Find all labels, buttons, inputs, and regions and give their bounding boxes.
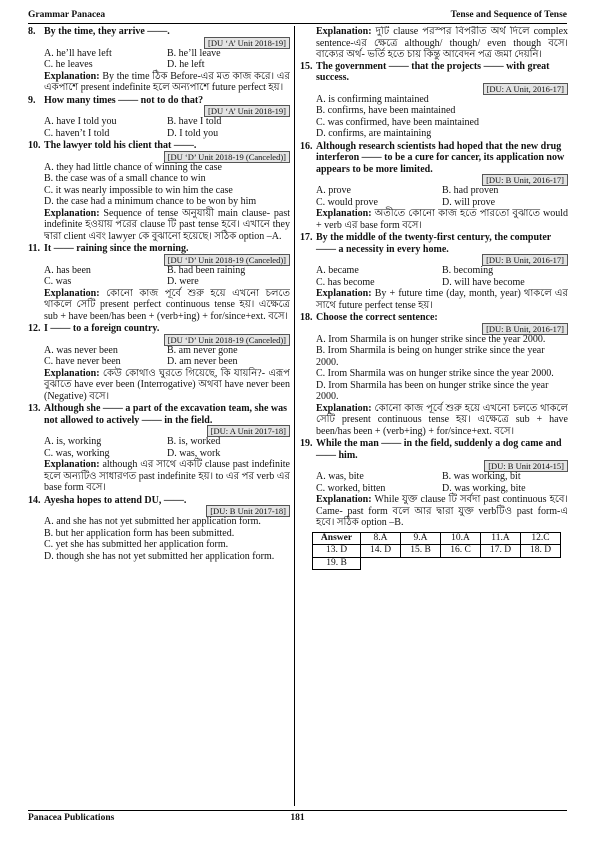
source-tag-label: [DU: B Unit, 2016-17] xyxy=(482,254,568,266)
source-tag xyxy=(28,426,290,436)
question xyxy=(300,61,568,140)
explanation xyxy=(28,459,290,494)
option: A. and she has not yet submitted her application form. xyxy=(44,516,261,527)
source-tag-label: [DU: B Unit 2014-15] xyxy=(484,460,568,472)
source-tag xyxy=(28,335,290,345)
explanation-text: অতীতে কোনো কাজ হতে পারতো বুঝাতে would + verb এর base form বসে। xyxy=(316,208,568,231)
source-tag xyxy=(300,324,568,334)
question-text: The government —— that the projects —— with great success. xyxy=(316,60,550,83)
options xyxy=(28,265,290,288)
question xyxy=(300,232,568,311)
explanation-label: Explanation: xyxy=(44,287,100,299)
explanation xyxy=(28,288,290,323)
options xyxy=(300,185,568,208)
option: D. Irom Sharmila has been on hunger strike since the year 2000. xyxy=(316,379,549,402)
option: B. but her application form has been submitted. xyxy=(44,527,235,539)
options xyxy=(28,48,290,71)
explanation-label: Explanation: xyxy=(316,402,372,414)
question-text: While the man —— in the field, suddenly a dog came and —— him. xyxy=(316,438,562,461)
explanation-text: কেউ কোথাও ঘুরতে গিয়েছে, কি যায়নি?- এরূপ বুঝাতে have ever been (Interrogative) অথবা have never been (Negative) বসে। xyxy=(44,367,290,402)
options xyxy=(28,436,290,459)
option: A. he’ll have left xyxy=(44,47,112,59)
answer-row xyxy=(313,557,561,570)
question-header xyxy=(28,323,290,335)
page-header xyxy=(28,10,567,24)
publisher: Panacea Publications xyxy=(28,813,115,823)
option: B. the case was of a small chance to win xyxy=(44,173,206,184)
answer-cell: 10.A xyxy=(441,532,481,545)
option: C. would prove xyxy=(316,196,378,208)
question xyxy=(300,312,568,437)
answer-cell: 17. D xyxy=(481,545,521,558)
source-tag xyxy=(28,106,290,116)
left-column xyxy=(28,26,290,806)
answer-cell: 19. B xyxy=(313,557,361,570)
question-number: 13. xyxy=(28,403,41,414)
question-header xyxy=(300,61,568,84)
source-tag xyxy=(28,506,290,516)
question-header xyxy=(300,438,568,461)
explanation-text: By + future time (day, month, year) থাকলে এর সাথে future perfect tense হয়। xyxy=(316,288,568,311)
question-header xyxy=(300,141,568,176)
source-tag-label: [DU: B Unit 2017-18] xyxy=(206,505,290,517)
option: C. has become xyxy=(316,276,375,288)
explanation-text: কোনো কাজ পূর্বে শুরু হয়ে এখনো চলতে থাকলে সেটি present continuous tense হয়। এক্ষেত্রে sub + have been/has been + (verb+ing) + for/since+ext. বসে। xyxy=(316,402,568,437)
explanation xyxy=(28,208,290,243)
source-tag xyxy=(28,152,290,162)
options xyxy=(28,116,290,139)
option: C. worked, bitten xyxy=(316,482,386,494)
source-tag-label: [DU ‘D’ Unit 2018-19 (Canceled)] xyxy=(164,151,290,163)
option: C. was, working xyxy=(44,447,110,459)
option: D. though she has not yet submitted her application form. xyxy=(44,550,275,562)
question-number: 16. xyxy=(300,140,313,152)
question-text: Choose the correct sentence: xyxy=(316,312,438,323)
answer-cell: 18. D xyxy=(521,545,561,558)
options xyxy=(300,471,568,494)
source-tag xyxy=(28,38,290,48)
answer-table xyxy=(312,532,561,571)
q14-explanation: Explanation: দুটি clause পরস্পর বিপরীত অর্থ দিলে complex sentence-এর ক্ষেত্রে although/ though/ even though বসে। বাক্যের অর্থ- ভর্তি হতে চায় কিন্তু আবেদন পত্র জমা দেয়নি। xyxy=(316,26,568,60)
page-footer xyxy=(28,810,567,824)
question-number: 12. xyxy=(28,323,41,334)
explanation xyxy=(300,494,568,529)
option: C. it was nearly impossible to win him the case xyxy=(44,184,233,196)
answer-row xyxy=(313,545,561,558)
option: A. have I told you xyxy=(44,116,117,127)
question xyxy=(28,495,290,563)
question-header xyxy=(28,26,290,38)
option: B. Irom Sharmila is being on hunger strike since the year 2000. xyxy=(316,345,545,368)
option: B. becoming xyxy=(442,265,494,276)
chapter-title: Tense and Sequence of Tense xyxy=(450,10,567,20)
explanation-label: Explanation: xyxy=(44,459,100,470)
option: A. has been xyxy=(44,264,91,276)
options xyxy=(28,345,290,368)
option: B. he’ll leave xyxy=(167,47,221,59)
question xyxy=(28,26,290,94)
option: B. had been raining xyxy=(167,264,246,276)
option: C. was confirmed, have been maintained xyxy=(316,116,479,128)
option: B. was working, bit xyxy=(442,471,521,482)
question-text: By the middle of the twenty-first century, the computer —— a necessity in every home. xyxy=(316,232,552,255)
explanation-label: Explanation: xyxy=(316,494,372,505)
source-tag xyxy=(28,255,290,265)
options xyxy=(300,265,568,288)
source-tag-label: [DU: B Unit, 2016-17] xyxy=(482,174,568,186)
question-number: 11. xyxy=(28,243,40,254)
question-text: Ayesha hopes to attend DU, ——. xyxy=(44,494,187,506)
question-number: 17. xyxy=(300,232,313,243)
source-tag-label: [DU: A Unit 2017-18] xyxy=(207,425,290,437)
book-title: Grammar Panacea xyxy=(28,10,106,20)
option: C. have never been xyxy=(44,356,121,367)
question xyxy=(300,438,568,529)
option: D. will have become xyxy=(442,276,525,288)
explanation-text: although এর সাথে একটি clause past indefinite হলে অন্যটিও সাধারণত past indefinite হয়। to এর পর verb এর base form বসে। xyxy=(44,459,290,493)
option: C. yet she has submitted her application form. xyxy=(44,539,229,550)
explanation-label: Explanation: xyxy=(44,70,100,82)
option: D. confirms, are maintaining xyxy=(316,128,432,139)
source-tag-label: [DU ‘A’ Unit 2018-19] xyxy=(204,37,290,49)
question-text: By the time, they arrive ——. xyxy=(44,26,170,37)
question-number: 18. xyxy=(300,312,313,323)
option: C. was xyxy=(44,276,72,287)
explanation-label: Explanation: xyxy=(316,208,372,219)
question xyxy=(28,243,290,322)
explanation xyxy=(300,403,568,438)
question-number: 8. xyxy=(28,26,36,37)
answer-cell: 11.A xyxy=(481,532,521,545)
source-tag-label: [DU: A Unit, 2016-17] xyxy=(483,83,568,95)
answer-row xyxy=(313,532,561,545)
question-text: Although research scientists had hoped that the new drug interferon —— to be a cure for cancer, its application now appears to be more limited. xyxy=(316,140,565,175)
answer-cell: 14. D xyxy=(361,545,401,558)
option: A. became xyxy=(316,265,359,276)
option: A. is confirming maintained xyxy=(316,93,429,105)
option: D. will prove xyxy=(442,196,496,208)
option: C. Irom Sharmila was on hunger strike since the year 2000. xyxy=(316,368,554,379)
question-text: How many times —— not to do that? xyxy=(44,94,204,106)
question-number: 15. xyxy=(300,60,313,72)
question-text: I —— to a foreign country. xyxy=(44,323,160,334)
question xyxy=(28,95,290,140)
question-number: 14. xyxy=(28,494,41,506)
answer-cell: 16. C xyxy=(441,545,481,558)
explanation xyxy=(300,208,568,231)
option: B. had proven xyxy=(442,185,499,196)
question-number: 9. xyxy=(28,94,36,106)
option: A. prove xyxy=(316,185,351,196)
option: A. they had little chance of winning the case xyxy=(44,161,222,173)
option: A. was never been xyxy=(44,344,118,356)
question-text: Although she —— a part of the excavation team, she was not allowed to actively —— in the field. xyxy=(44,403,288,426)
answer-cell: 13. D xyxy=(313,545,361,558)
column-divider xyxy=(294,26,295,806)
source-tag xyxy=(300,84,568,94)
page-number: 181 xyxy=(290,813,305,823)
source-tag-label: [DU ‘D’ Unit 2018-19 (Canceled)] xyxy=(164,254,290,266)
option: C. he leaves xyxy=(44,59,93,70)
option: D. the case had a minimum chance to be won by him xyxy=(44,196,257,207)
option: B. confirms, have been maintained xyxy=(316,105,456,116)
question-header xyxy=(28,243,290,255)
option: D. was working, bite xyxy=(442,482,526,494)
question xyxy=(28,403,290,494)
option: A. Irom Sharmila is on hunger strike since the year 2000. xyxy=(316,333,546,345)
option: D. I told you xyxy=(167,127,219,139)
answer-cell: 15. B xyxy=(401,545,441,558)
question xyxy=(28,323,290,402)
question-number: 10. xyxy=(28,140,41,151)
explanation-label: Explanation: xyxy=(44,367,100,379)
option: D. were xyxy=(167,276,199,287)
question-header xyxy=(28,403,290,426)
explanation-text: Sequence of tense অনুযায়ী main clause- past indefinite হওয়ায় পরের clause টি past tense হবে। এখানে they দ্বারা client এবং lawyer কে বুঝানো হয়েছে। সঠিক option –A. xyxy=(44,207,290,242)
explanation xyxy=(300,288,568,311)
question-header xyxy=(300,312,568,324)
option: C. haven’t I told xyxy=(44,127,110,139)
question-header xyxy=(28,140,290,152)
source-tag-label: [DU ‘A’ Unit 2018-19] xyxy=(204,105,290,117)
question-text: It —— raining since the morning. xyxy=(44,243,189,254)
option: D. am never been xyxy=(167,356,238,367)
explanation xyxy=(28,71,290,94)
question-number: 19. xyxy=(300,438,313,449)
option: A. was, bite xyxy=(316,471,364,482)
explanation-label: Explanation: xyxy=(316,288,372,299)
answer-cell: 12.C xyxy=(521,532,561,545)
option: D. he left xyxy=(167,59,205,70)
explanation-text: While যুক্ত clause টি সর্বদা past continuous হবে। Came- past form বলে আর দ্বারা যুক্ত verbটিও past form-এ হবে। সঠিক option –B. xyxy=(316,494,568,528)
option: B. am never gone xyxy=(167,344,238,356)
question xyxy=(28,140,290,242)
right-column xyxy=(300,26,568,806)
source-tag xyxy=(300,461,568,471)
source-tag xyxy=(300,255,568,265)
option: D. was, work xyxy=(167,447,221,459)
explanation-text: By the time ঠিক Before-এর মত কাজ করে। এর একপাশে present indefinite হলে অন্যপাশে future perfect হয়। xyxy=(44,70,290,93)
answer-label: Answer xyxy=(313,532,361,545)
explanation xyxy=(28,368,290,403)
explanation-label: Explanation: xyxy=(44,207,100,219)
question xyxy=(300,141,568,232)
option: B. is, worked xyxy=(167,436,221,447)
option: B. have I told xyxy=(167,116,222,127)
option: A. is, working xyxy=(44,436,102,447)
question-text: The lawyer told his client that ——. xyxy=(44,140,197,151)
source-tag xyxy=(300,175,568,185)
explanation-text: কোনো কাজ পূর্বে শুরু হয়ে এখনো চলতে থাকলে সেটি present perfect continuous tense হয়। এক্ষেত্রে sub + have been/has been + (verb+ing) + for/since+ext. বসে। xyxy=(44,287,290,322)
question-header xyxy=(300,232,568,255)
answer-cell: 8.A xyxy=(361,532,401,545)
source-tag-label: [DU: B Unit, 2016-17] xyxy=(482,323,568,335)
source-tag-label: [DU ‘D’ Unit 2018-19 (Canceled)] xyxy=(164,334,290,346)
answer-cell: 9.A xyxy=(401,532,441,545)
